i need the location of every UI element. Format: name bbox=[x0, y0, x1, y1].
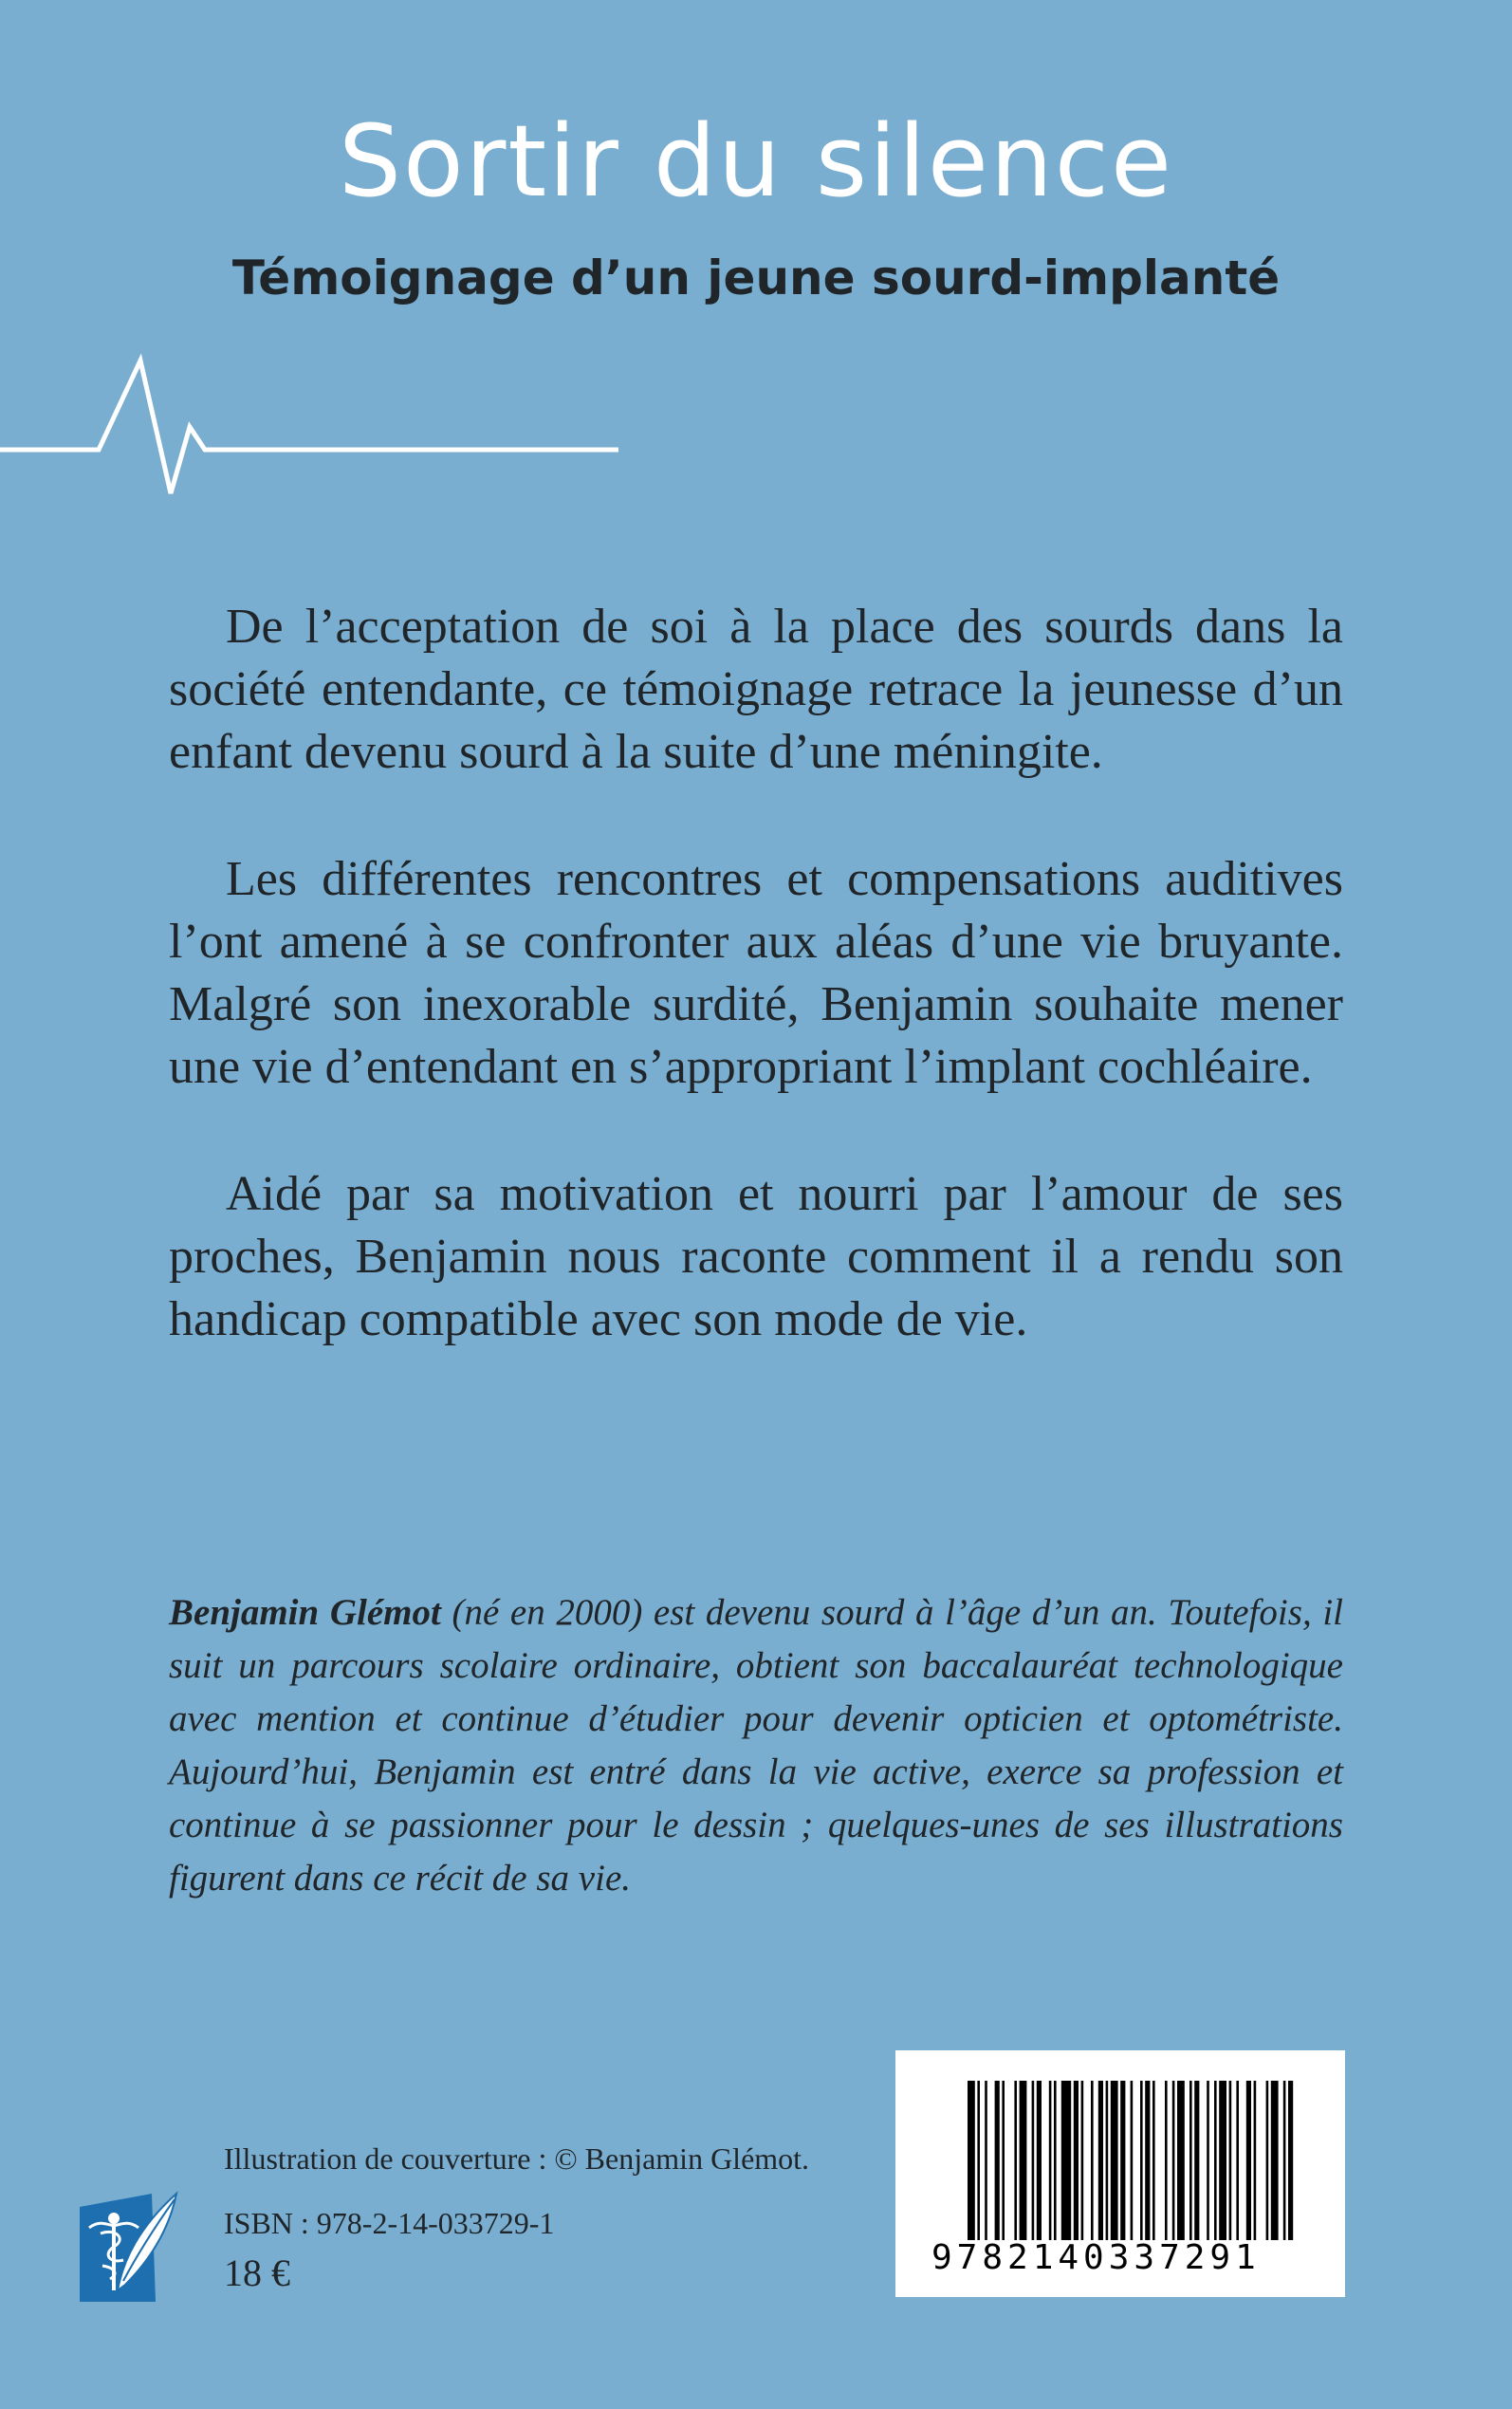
book-subtitle: Témoignage d’un jeune sourd-implanté bbox=[231, 250, 1281, 306]
barcode-bar bbox=[1106, 2081, 1109, 2240]
barcode-bar bbox=[1061, 2081, 1071, 2240]
barcode-bar bbox=[1081, 2081, 1084, 2240]
price: 18 € bbox=[224, 2251, 290, 2294]
author-bio-text: (né en 2000) est devenu sourd à l’âge d’un an. Toutefois, il suit un parcours scolaire ordinaire, obtient son baccalauréat technologique avec mention et continue d’étudier pour devenir opticien et optométriste. Aujourd’hui, Benjamin est entré dans la vie active, exerce sa profession et continue à se passionner pour le dessin ; quelques-unes de ses illustrations figurent dans ce récit de sa vie. bbox=[169, 1592, 1343, 1899]
barcode-bar bbox=[1189, 2081, 1192, 2240]
barcode-bar bbox=[1246, 2081, 1251, 2240]
barcode-bar bbox=[1054, 2081, 1057, 2240]
barcode-bar bbox=[1271, 2081, 1279, 2240]
credits bbox=[224, 2135, 809, 2300]
barcode-bar bbox=[1266, 2081, 1269, 2240]
illustration-credit: Illustration de couverture : © Benjamin Glémot. bbox=[224, 2141, 810, 2176]
barcode-bar bbox=[1236, 2081, 1239, 2240]
barcode-bar bbox=[1177, 2081, 1185, 2240]
heartbeat-line-icon bbox=[0, 351, 626, 512]
barcode-bar bbox=[1165, 2081, 1168, 2240]
barcode-bar bbox=[1091, 2081, 1094, 2240]
barcode-bar bbox=[1172, 2081, 1175, 2240]
blurb-paragraph-2: Les différentes rencontres et compensations auditives l’ont amené à se confronter aux aléas d’une vie bruyante. Malgré son inexorable surdité, Benjamin souhaite mener une vie d’entendant en s’appropriant l’implant cochléaire. bbox=[169, 852, 1343, 1094]
barcode-bar bbox=[1140, 2081, 1143, 2240]
barcode-bar bbox=[1074, 2081, 1079, 2240]
barcode-bar bbox=[1207, 2081, 1209, 2240]
barcode-bar bbox=[1131, 2081, 1134, 2240]
barcode-bar bbox=[1145, 2081, 1150, 2240]
barcode-bar bbox=[1002, 2081, 1005, 2240]
barcode-bar bbox=[1098, 2081, 1103, 2240]
blurb-paragraph-1: De l’acceptation de soi à la place des sourds dans la société entendante, ce témoignage retrace la jeunesse d’un enfant devenu sourd à la suite d’une méningite. bbox=[169, 600, 1343, 779]
barcode-bar bbox=[1037, 2081, 1042, 2240]
barcode-bar bbox=[1214, 2081, 1217, 2240]
barcode-bar bbox=[1049, 2081, 1052, 2240]
author-bio bbox=[169, 1586, 1343, 1905]
barcode-bar bbox=[1032, 2081, 1035, 2240]
barcode bbox=[895, 2050, 1345, 2297]
barcode-bar bbox=[977, 2081, 980, 2240]
barcode-bar bbox=[1288, 2081, 1293, 2240]
barcode-bar bbox=[1194, 2081, 1199, 2240]
barcode-bar bbox=[1219, 2081, 1226, 2240]
barcode-bar bbox=[1120, 2081, 1125, 2240]
barcode-bar bbox=[1111, 2081, 1118, 2240]
barcode-digits: 9782140337291 bbox=[931, 2238, 1261, 2277]
barcode-bars bbox=[895, 2050, 1345, 2240]
barcode-bar bbox=[995, 2081, 1000, 2240]
publisher-logo-icon bbox=[80, 2173, 186, 2302]
blurb-paragraph-3: Aidé par sa motivation et nourri par l’amour de ses proches, Benjamin nous raconte comment il a rendu son handicap compatible avec son mode de vie. bbox=[169, 1167, 1343, 1346]
barcode-bar bbox=[968, 2081, 975, 2240]
book-title: Sortir du silence bbox=[339, 103, 1173, 219]
barcode-bar bbox=[1229, 2081, 1232, 2240]
barcode-bar bbox=[1283, 2081, 1286, 2240]
isbn: ISBN : 978-2-14-033729-1 bbox=[224, 2206, 555, 2240]
author-name: Benjamin Glémot bbox=[169, 1592, 441, 1633]
barcode-bar bbox=[1152, 2081, 1155, 2240]
barcode-bar bbox=[1020, 2081, 1027, 2240]
barcode-bar bbox=[1014, 2081, 1017, 2240]
barcode-bar bbox=[1254, 2081, 1257, 2240]
barcode-bar bbox=[985, 2081, 987, 2240]
blurb bbox=[169, 596, 1343, 1416]
